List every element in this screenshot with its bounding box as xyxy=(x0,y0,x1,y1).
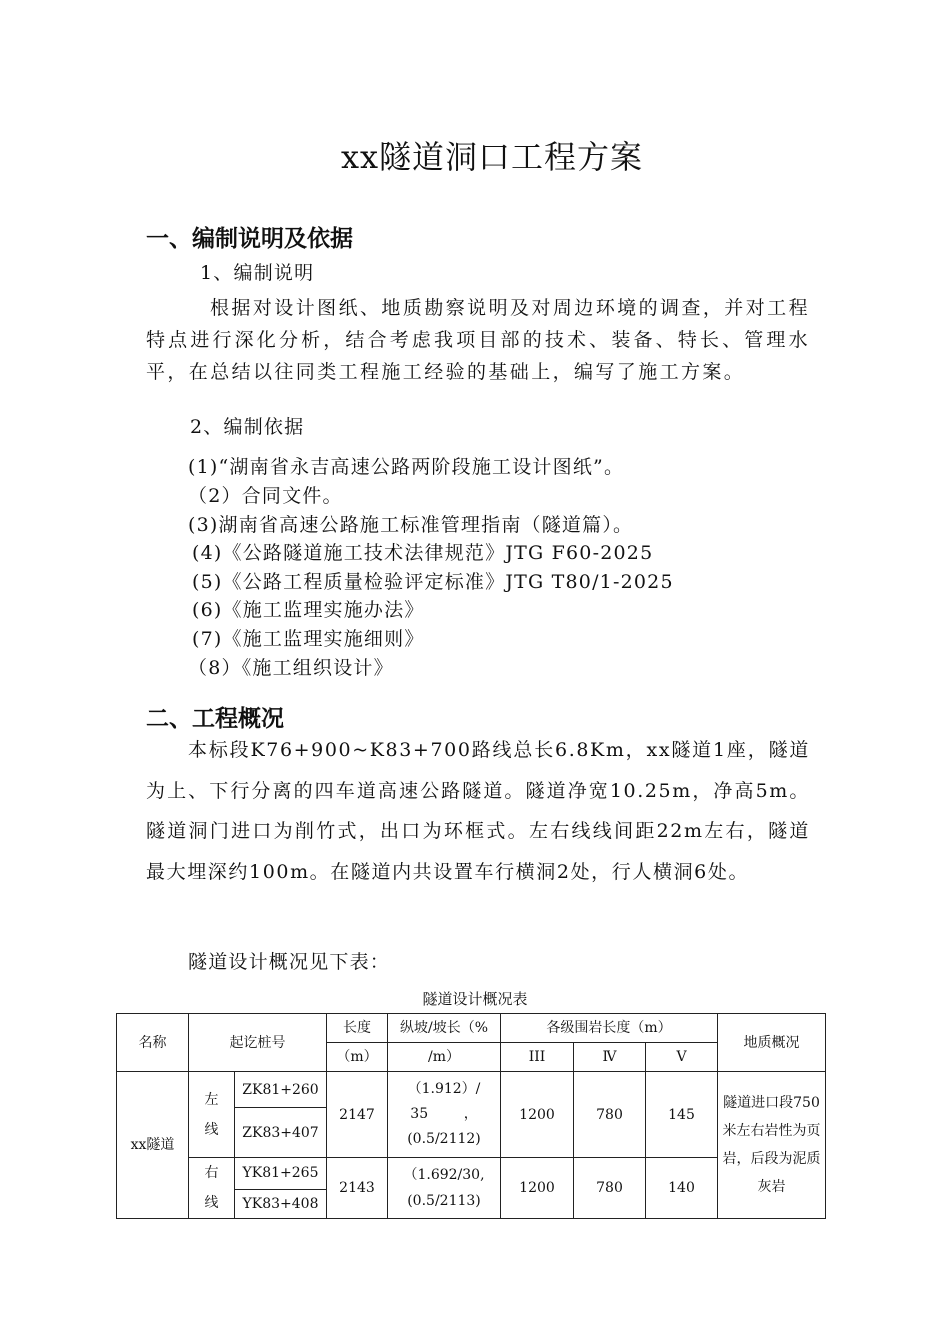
reference-item: (6)《施工监理实施办法》 xyxy=(192,599,425,621)
document-title: xx隧道洞口工程方案 xyxy=(340,138,644,176)
left-line-label: 左 线 xyxy=(189,1072,235,1158)
subheading-compile-basis: 2、编制依据 xyxy=(190,416,305,438)
subheading-compile-notes: 1、编制说明 xyxy=(200,262,315,284)
header-slope: 纵坡/坡长（% xyxy=(388,1014,501,1043)
table-caption: 隧道设计概况表 xyxy=(422,990,528,1008)
reference-item: (1)“湖南省永吉高速公路两阶段施工设计图纸”。 xyxy=(188,456,625,478)
right-end-station: YK83+408 xyxy=(235,1189,327,1218)
header-name: 名称 xyxy=(117,1014,189,1072)
project-overview-paragraph: 本标段K76+900~K83+700路线总长6.8Km，xx隧道1座，隧道为上、下行分离的四车道高速公路隧道。隧道净宽10.25m，净高5m。隧道洞门进口为削竹式，出口为环框式。左右线线间距22m左右，隧道最大埋深约100m。在隧道内共设置车行横洞2处，行人横洞6处。 xyxy=(146,739,810,883)
reference-item: (5)《公路工程质量检验评定标准》JTG T80/1-2025 xyxy=(192,571,674,593)
right-rock-iii: 1200 xyxy=(501,1158,574,1219)
header-geology: 地质概况 xyxy=(718,1014,826,1072)
left-slope: （1.912）/ 35 ， (0.5/2112) xyxy=(388,1072,501,1158)
left-length: 2147 xyxy=(327,1072,388,1158)
section1-heading: 一、编制说明及依据 xyxy=(146,226,353,252)
left-rock-iv: 780 xyxy=(574,1072,646,1158)
header-station: 起讫桩号 xyxy=(189,1014,327,1072)
reference-item: （2）合同文件。 xyxy=(188,485,343,507)
header-rock-v: V xyxy=(646,1043,718,1072)
tunnel-design-table xyxy=(116,1013,826,1219)
right-rock-v: 140 xyxy=(646,1158,718,1219)
section2-heading: 二、工程概况 xyxy=(146,706,284,732)
right-rock-iv: 780 xyxy=(574,1158,646,1219)
left-end-station: ZK83+407 xyxy=(235,1108,327,1158)
reference-item: (3)湖南省高速公路施工标准管理指南（隧道篇）。 xyxy=(188,514,634,536)
reference-item: （8）《施工组织设计》 xyxy=(188,657,394,679)
table-intro: 隧道设计概况见下表： xyxy=(188,951,391,973)
reference-item: (7)《施工监理实施细则》 xyxy=(192,628,425,650)
header-rock-length: 各级围岩长度（m） xyxy=(501,1014,718,1043)
compile-notes-paragraph: 根据对设计图纸、地质勘察说明及对周边环境的调查，并对工程特点进行深化分析，结合考虑我项目部的技术、装备、特长、管理水平，在总结以往同类工程施工经验的基础上，编写了施工方案。 xyxy=(146,297,810,383)
tunnel-name-cell: xx隧道 xyxy=(117,1072,189,1219)
reference-item: (4)《公路隧道施工技术法律规范》JTG F60-2025 xyxy=(192,542,654,564)
left-start-station: ZK81+260 xyxy=(235,1072,327,1108)
header-rock-iii: III xyxy=(501,1043,574,1072)
left-rock-iii: 1200 xyxy=(501,1072,574,1158)
right-line-label: 右 线 xyxy=(189,1158,235,1219)
right-length: 2143 xyxy=(327,1158,388,1219)
geology-cell: 隧道进口段750米左右岩性为页岩，后段为泥质灰岩 xyxy=(718,1072,826,1219)
left-rock-v: 145 xyxy=(646,1072,718,1158)
header-slope-unit: /m） xyxy=(388,1043,501,1072)
right-start-station: YK81+265 xyxy=(235,1158,327,1190)
right-slope: （1.692/30, (0.5/2113) xyxy=(388,1158,501,1219)
header-length: 长度 xyxy=(327,1014,388,1043)
header-rock-iv: Ⅳ xyxy=(574,1043,646,1072)
header-length-unit: （m） xyxy=(327,1043,388,1072)
